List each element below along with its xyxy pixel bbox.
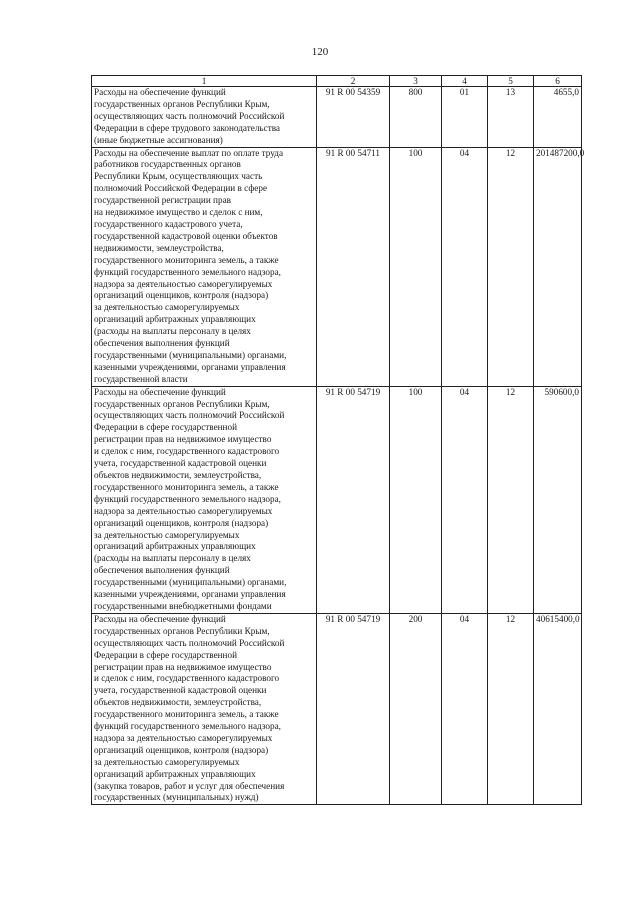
row-amount: 201487200,0 (534, 147, 582, 386)
row-section: 01 (442, 87, 488, 148)
description-line: учета, государственной кадастровой оценки (94, 685, 267, 696)
table-row (92, 386, 582, 613)
column-header-section: 4 (442, 76, 488, 87)
description-line: Федерации в сфере государственной (94, 422, 237, 433)
row-section: 04 (442, 613, 488, 805)
description-line: регистрации прав на недвижимое имущество (94, 434, 272, 445)
description-line: государственных органов Республики Крым, (94, 625, 270, 636)
row-description (92, 613, 317, 805)
description-line: Республики Крым, осуществляющих часть (94, 171, 263, 182)
description-line: на недвижимое имущество и сделок с ним, (94, 207, 263, 218)
description-line: за деятельностью саморегулируемых (94, 302, 240, 313)
row-description (92, 147, 317, 386)
row-subsection: 13 (488, 87, 534, 148)
row-subsection: 12 (488, 613, 534, 805)
column-header-amount: 6 (534, 76, 582, 87)
row-amount: 590600,0 (534, 386, 582, 613)
row-section: 04 (442, 147, 488, 386)
description-line: (расходы на выплаты персоналу в целях (94, 326, 251, 337)
description-line: функций государственного земельного надзора, (94, 493, 281, 504)
description-line: Федерации в сфере государственной (94, 649, 237, 660)
description-line: регистрации прав на недвижимое имущество (94, 661, 272, 672)
column-header-type: 3 (390, 76, 442, 87)
description-line: обеспечения выполнения функций (94, 338, 230, 349)
row-code: 91 R 00 54719 (317, 386, 390, 613)
description-line: организаций оценщиков, контроля (надзора) (94, 744, 269, 755)
description-line: Расходы на обеспечение функций (94, 87, 226, 97)
description-line: (расходы на выплаты персоналу в целях (94, 553, 251, 564)
column-header-description: 1 (92, 76, 317, 87)
description-line: организаций арбитражных управляющих (94, 768, 256, 779)
description-line: учета, государственной кадастровой оценки (94, 458, 267, 469)
description-line: объектов недвижимости, землеустройства, (94, 470, 262, 480)
row-description (92, 386, 317, 613)
row-expense-type: 100 (390, 386, 442, 613)
description-line: организаций оценщиков, контроля (надзора) (94, 290, 269, 301)
row-section: 04 (442, 386, 488, 613)
row-code: 91 R 00 54711 (317, 147, 390, 386)
description-line: полномочий Российской Федерации в сфере (94, 183, 268, 194)
description-line: государственными внебюджетными фондами (94, 600, 272, 611)
column-header-subsection: 5 (488, 76, 534, 87)
page-number: 120 (311, 46, 329, 58)
description-line: организаций оценщиков, контроля (надзора) (94, 517, 269, 528)
description-line: Расходы на обеспечение выплат по оплате труда (94, 147, 284, 158)
description-line: государственного мониторинга земель, а также (94, 481, 279, 492)
table-body (92, 87, 585, 805)
row-expense-type: 800 (390, 87, 442, 148)
row-subsection: 12 (488, 386, 534, 613)
column-header-code: 2 (317, 76, 390, 87)
description-line: обеспечения выполнения функций (94, 565, 230, 576)
description-line: Федерации в сфере трудового законодательства (94, 122, 281, 133)
row-expense-type: 100 (390, 147, 442, 386)
description-line: государственной кадастровой оценки объектов (94, 230, 278, 241)
header-row (92, 76, 582, 87)
description-line: функций государственного земельного надзора, (94, 721, 281, 732)
description-line: недвижимости, землеустройства, (94, 242, 224, 253)
description-line: осуществляющих часть полномочий Российской (94, 110, 285, 121)
row-amount: 4655,0 (534, 87, 582, 148)
description-line: организаций арбитражных управляющих (94, 314, 256, 325)
row-code: 91 R 00 54719 (317, 613, 390, 805)
description-line: государственной власти (94, 373, 188, 384)
description-line: объектов недвижимости, землеустройства, (94, 697, 262, 708)
description-line: осуществляющих часть полномочий Российской (94, 410, 285, 421)
description-line: организаций арбитражных управляющих (94, 541, 256, 552)
description-line: государственных (муниципальных) нужд) (94, 792, 259, 803)
description-line: казенными учреждениями, органами управления (94, 361, 286, 372)
description-line: надзора за деятельностью саморегулируемых (94, 732, 273, 743)
table-row (92, 87, 582, 148)
description-line: (иные бюджетные ассигнования) (94, 134, 223, 145)
table-row (92, 147, 582, 386)
row-code: 91 R 00 54359 (317, 87, 390, 148)
description-line: Расходы на обеспечение функций (94, 613, 226, 624)
description-line: казенными учреждениями, органами управления (94, 589, 286, 600)
row-subsection: 12 (488, 147, 534, 386)
description-line: Расходы на обеспечение функций (94, 386, 226, 397)
description-line: государственными (муниципальными) органами, (94, 577, 287, 588)
description-line: за деятельностью саморегулируемых (94, 529, 240, 540)
description-line: государственной регистрации прав (94, 195, 231, 206)
description-line: государственного кадастрового учета, (94, 218, 243, 229)
description-line: функций государственного земельного надзора, (94, 266, 281, 277)
description-line: осуществляющих часть полномочий Российской (94, 637, 285, 648)
description-line: надзора за деятельностью саморегулируемых (94, 278, 273, 289)
description-line: (закупка товаров, работ и услуг для обеспечения (94, 780, 285, 791)
description-line: государственного мониторинга земель, а также (94, 254, 279, 265)
description-line: надзора за деятельностью саморегулируемых (94, 505, 273, 516)
row-expense-type: 200 (390, 613, 442, 805)
description-line: и сделок с ним, государственного кадастрового (94, 673, 280, 684)
description-line: и сделок с ним, государственного кадастрового (94, 446, 280, 457)
description-line: работников государственных органов (94, 159, 241, 170)
table-row (92, 613, 582, 805)
description-line: государственных органов Республики Крым, (94, 398, 270, 409)
row-description (92, 87, 317, 148)
description-line: за деятельностью саморегулируемых (94, 756, 240, 767)
budget-table (91, 75, 585, 805)
row-amount: 40615400,0 (534, 613, 582, 805)
description-line: государственными (муниципальными) органами, (94, 349, 287, 360)
description-line: государственных органов Республики Крым, (94, 98, 270, 109)
description-line: государственного мониторинга земель, а также (94, 709, 279, 720)
